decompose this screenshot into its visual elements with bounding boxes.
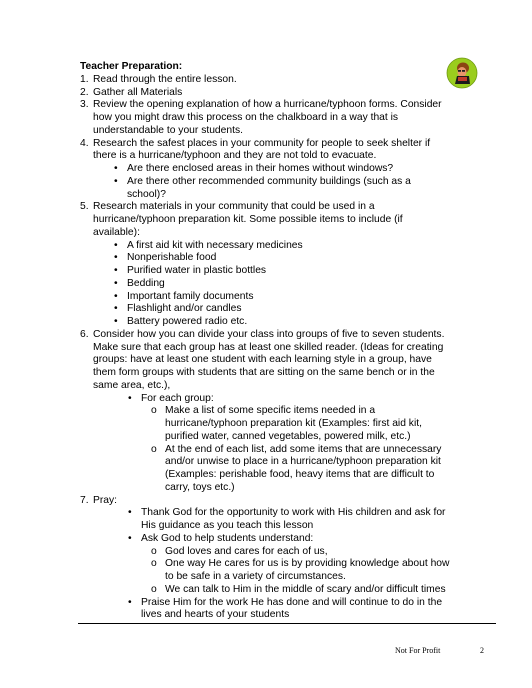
list-item (80, 316, 452, 329)
list-item (80, 74, 452, 87)
list-item (80, 495, 452, 508)
list-marker: o (151, 405, 157, 417)
list-marker: • (128, 532, 132, 544)
page-number: 2 (480, 646, 484, 655)
list-marker: • (128, 596, 132, 608)
list-item-text: Are there other recommended community buildings (such as a school)? (127, 175, 411, 200)
list-marker: • (128, 507, 132, 519)
list-item (80, 163, 452, 176)
list-item-text: Make a list of some specific items needed in a hurricane/typhoon preparation kit (Examples: first aid kit, purified water, canned vegetables, powered milk, etc.) (165, 405, 422, 442)
list-item-text: Gather all Materials (93, 86, 183, 98)
list-item-text: Research the safest places in your community for people to seek shelter if there is a hurricane/typhoon and they are not told to evacuate. (93, 137, 431, 162)
teacher-preparation-section (80, 61, 452, 622)
list-item-text: God loves and cares for each of us, (165, 545, 328, 557)
list-item (80, 546, 452, 559)
list-item-text: Nonperishable food (127, 252, 217, 264)
list-marker: • (114, 316, 118, 327)
list-item-text: One way He cares for us is by providing knowledge about how to be safe in a variety of circumstances. (165, 558, 450, 582)
list-marker: o (151, 558, 157, 570)
list-marker: o (151, 443, 157, 455)
list-marker: 3. (80, 99, 89, 111)
list-item-text: At the end of each list, add some items that are unnecessary and/or unwise to place in a hurricane/typhoon preparation kit (Examples: perishable food, heavy items that are difficult to carry, toys etc.) (165, 443, 442, 493)
list-item (80, 444, 452, 495)
list-marker: • (114, 163, 118, 174)
list-item-text: Review the opening explanation of how a hurricane/typhoon forms. Consider how you might draw this process on the chalkboard in a way that is understandable to your students. (93, 99, 442, 136)
list-item-text: Battery powered radio etc. (127, 316, 248, 327)
list-item-text: Consider how you can divide your class into groups of five to seven students. Make sure that each group has at least one skilled reader. (Ideas for creating groups: have at least one student with each learning style in a group, have them form groups with students that are sitting on the same bench or in the same area, etc.), (93, 328, 445, 391)
list-item (80, 303, 452, 316)
list-item-text: A first aid kit with necessary medicines (127, 239, 303, 251)
list-item-text: Are there enclosed areas in their homes without windows? (127, 163, 394, 174)
list-marker: 7. (80, 494, 89, 506)
list-item (80, 584, 452, 597)
list-item (80, 291, 452, 304)
list-item-text: Pray: (93, 494, 118, 506)
list-marker: o (151, 583, 157, 595)
list-marker: • (114, 290, 118, 302)
list-item-text: Bedding (127, 277, 165, 289)
list-item-text: Purified water in plastic bottles (127, 265, 267, 276)
preparation-list (80, 74, 452, 622)
list-marker: • (114, 303, 118, 315)
list-marker: • (114, 252, 118, 264)
list-marker: 5. (80, 201, 89, 213)
list-item (80, 329, 452, 393)
list-marker: • (114, 175, 118, 187)
list-marker: 4. (80, 137, 89, 149)
list-item-text: We can talk to Him in the middle of scary and/or difficult times (165, 583, 446, 595)
list-item-text: Read through the entire lesson. (93, 73, 237, 85)
list-item (80, 265, 452, 278)
list-item-text: For each group: (141, 392, 214, 404)
list-marker: • (114, 265, 118, 276)
list-marker: o (151, 545, 157, 557)
list-item (80, 99, 452, 137)
list-item (80, 201, 452, 239)
footer-rule (78, 623, 496, 624)
list-marker: • (114, 239, 118, 251)
list-marker: • (114, 277, 118, 289)
list-item (80, 176, 452, 202)
list-item-text: Research materials in your community that could be used in a hurricane/typhoon preparation kit. Some possible items to include (if available): (93, 201, 403, 238)
list-item (80, 278, 452, 291)
list-item (80, 597, 452, 623)
list-item-text: Praise Him for the work He has done and will continue to do in the lives and hearts of your students (141, 596, 443, 621)
list-item (80, 558, 452, 584)
list-marker: • (128, 392, 132, 404)
list-item (80, 393, 452, 406)
list-item-text: Flashlight and/or candles (127, 303, 242, 315)
list-marker: 6. (80, 328, 89, 340)
section-heading: Teacher Preparation: (80, 61, 183, 72)
list-item (80, 405, 452, 443)
list-item-text: Thank God for the opportunity to work with His children and ask for His guidance as you teach this lesson (141, 507, 446, 531)
list-item (80, 533, 452, 546)
list-item (80, 138, 452, 164)
list-item (80, 252, 452, 265)
list-item (80, 240, 452, 253)
list-marker: 1. (80, 73, 89, 85)
list-item (80, 87, 452, 100)
footer-text: Not For Profit (395, 646, 441, 655)
list-item-text: Important family documents (127, 290, 254, 302)
list-item-text: Ask God to help students understand: (141, 532, 314, 544)
list-marker: 2. (80, 86, 89, 98)
list-item (80, 507, 452, 533)
